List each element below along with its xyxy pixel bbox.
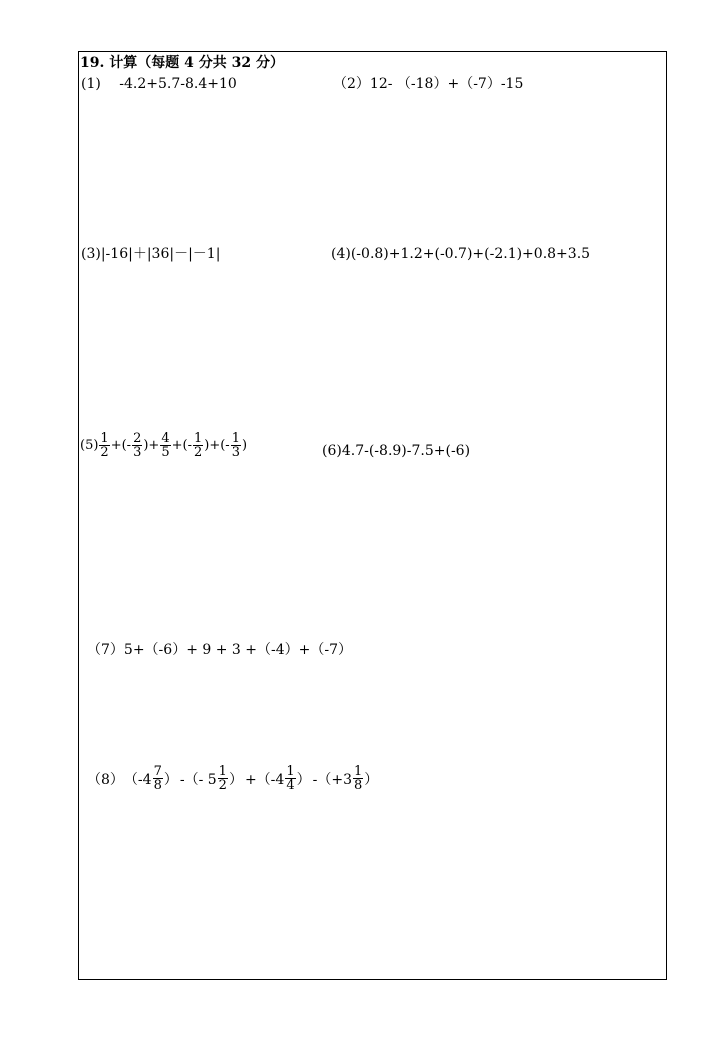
term-prefix: +（-4: [244, 771, 285, 788]
fraction-numerator: 1: [218, 764, 227, 779]
term-suffix: ): [143, 438, 149, 453]
fraction-numerator: 4: [161, 431, 170, 446]
problem-6: [322, 443, 470, 459]
fraction-denominator: 5: [161, 445, 170, 460]
fraction-denominator: 2: [218, 778, 227, 793]
problem-5: [80, 432, 247, 459]
term-prefix: +(-: [209, 438, 230, 453]
problem-7-expression: 5+（-6）+ 9 + 3 +（-4）+（-7）: [123, 642, 353, 658]
problem-8: [87, 765, 380, 792]
section-title: 19. 计算（每题 4 分共 32 分）: [80, 55, 284, 71]
fraction-denominator: 8: [353, 778, 363, 793]
problem-4-expression: (-0.8)+1.2+(-0.7)+(-2.1)+0.8+3.5: [350, 246, 591, 262]
fraction: [132, 432, 142, 459]
problem-1: [81, 76, 237, 92]
term-prefix: +(-: [110, 438, 132, 453]
fraction: [231, 432, 241, 459]
fraction: [285, 765, 295, 792]
fraction: [193, 432, 203, 459]
fraction-denominator: 8: [153, 778, 162, 793]
fraction-numerator: 1: [286, 764, 295, 779]
problem-5-label: (5): [80, 438, 99, 453]
problem-4-label: (4): [331, 246, 351, 262]
fraction-numerator: 1: [100, 431, 109, 446]
fraction: [160, 432, 170, 459]
fraction-denominator: 3: [231, 445, 240, 460]
problem-3-label: (3): [81, 246, 101, 262]
fraction-numerator: 1: [193, 431, 203, 446]
fraction: [99, 432, 109, 459]
problem-8-expression: [124, 765, 380, 792]
problem-1-label: (1): [81, 76, 101, 92]
term-suffix: ): [204, 438, 210, 453]
fraction: [153, 765, 163, 792]
problem-4: [331, 246, 590, 262]
problem-2-expression: 12- （-18）+（-7）-15: [369, 76, 524, 92]
term-prefix: +: [148, 438, 160, 453]
problem-7-label: （7）: [87, 642, 124, 658]
problem-3-expression: |-16|＋|36|－|－1|: [100, 246, 221, 262]
term-suffix: ）: [296, 771, 311, 788]
fraction-numerator: 7: [153, 764, 162, 779]
problem-6-expression: 4.7-(-8.9)-7.5+(-6): [341, 443, 471, 459]
fraction: [218, 765, 228, 792]
term-suffix: ）: [163, 771, 178, 788]
problem-7: [87, 642, 352, 658]
term-prefix: -（- 5: [179, 771, 217, 788]
term-suffix: ): [241, 438, 248, 453]
problem-1-expression: -4.2+5.7-8.4+10: [119, 76, 237, 92]
problem-2-label: （2）: [333, 76, 370, 92]
fraction-numerator: 1: [231, 431, 240, 446]
fraction-denominator: 3: [133, 445, 142, 460]
term-suffix: ）: [228, 771, 243, 788]
term-prefix: （-4: [123, 771, 152, 788]
problem-3: [81, 246, 220, 262]
fraction-numerator: 1: [353, 764, 363, 779]
fraction: [353, 765, 363, 792]
term-prefix: -（+3: [312, 771, 352, 788]
problem-5-expression: [98, 432, 247, 459]
fraction-denominator: 4: [286, 778, 295, 793]
fraction-denominator: 2: [193, 445, 203, 460]
term-suffix: ）: [364, 771, 379, 788]
fraction-numerator: 2: [133, 431, 142, 446]
problem-8-label: （8）: [87, 771, 124, 788]
problem-2: [333, 76, 523, 92]
worksheet-frame: [78, 51, 667, 980]
term-prefix: +(-: [171, 438, 192, 453]
fraction-denominator: 2: [100, 445, 109, 460]
problem-6-label: (6): [322, 443, 342, 459]
